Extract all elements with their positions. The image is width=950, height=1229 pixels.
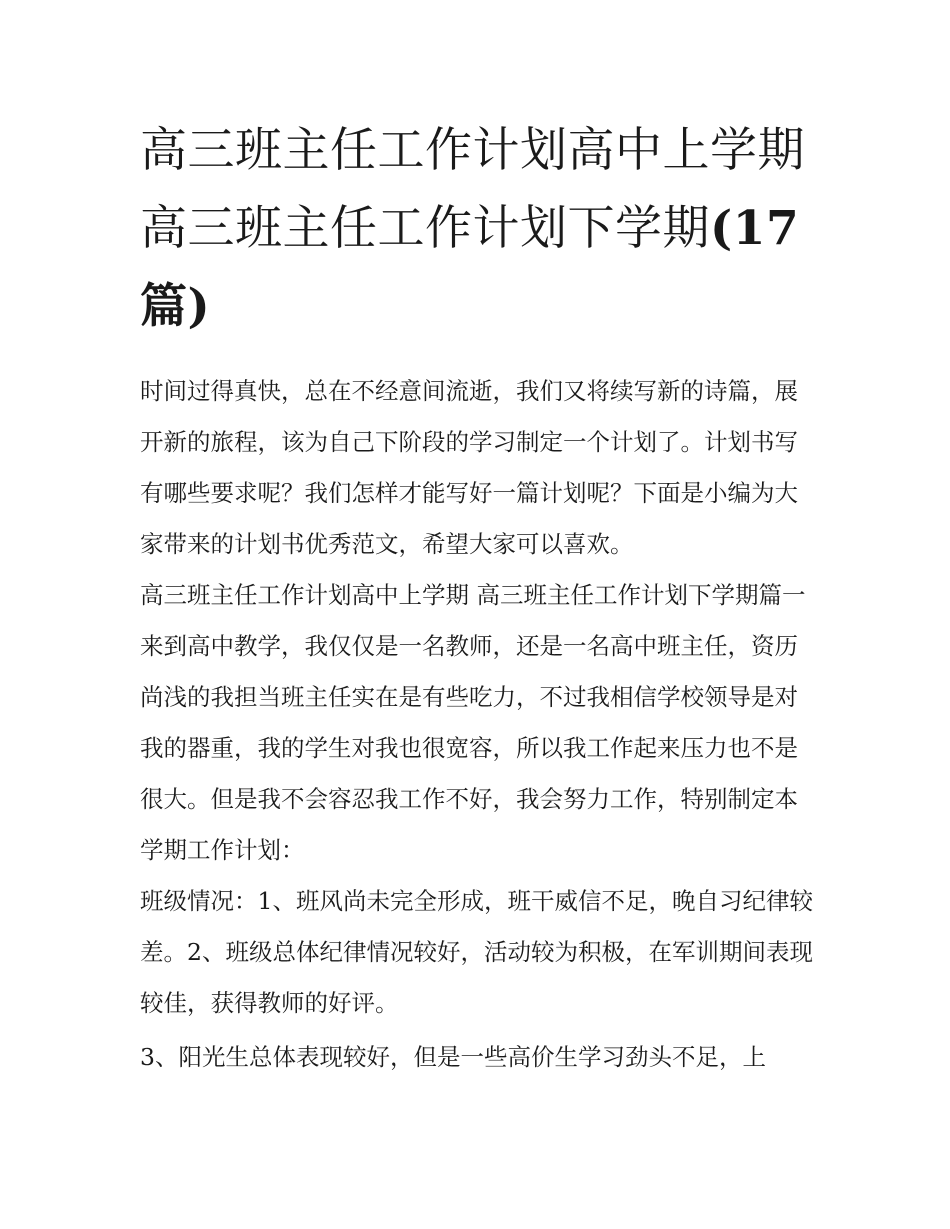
paragraph-class-situation-continued: 3、阳光生总体表现较好，但是一些高价生学习劲头不足，上 xyxy=(140,1043,766,1071)
paragraph-work-intro: 来到高中教学，我仅仅是一名教师，还是一名高中班主任，资历尚浅的我担当班主任实在是有些吃力，不过我相信学校领导是对我的器重，我的学生对我也很宽容，所以我工作起来压力也不是很大。但是我不会容忍我工作不好，我会努力工作，特别制定本学期工作计划： xyxy=(140,632,798,864)
paragraph-class-situation: 班级情况：1、班风尚未完全形成，班干威信不足，晚自习纪律较差。2、班级总体纪律情况较好，活动较为积极，在军训期间表现较佳，获得教师的好评。 xyxy=(140,887,813,1017)
title-count: (17篇) xyxy=(140,201,800,334)
document-page xyxy=(140,112,820,1083)
title-main: 高三班主任工作计划高中上学期 高三班主任工作计划下学期 xyxy=(140,123,805,256)
document-body xyxy=(140,366,820,1083)
document-title xyxy=(140,112,820,346)
paragraph-intro: 时间过得真快，总在不经意间流逝，我们又将续写新的诗篇，展开新的旅程，该为自己下阶段的学习制定一个计划了。计划书写有哪些要求呢？我们怎样才能写好一篇计划呢？下面是小编为大家带来的计划书优秀范文，希望大家可以喜欢。 xyxy=(140,377,798,558)
paragraph-section-heading: 高三班主任工作计划高中上学期 高三班主任工作计划下学期篇一 xyxy=(140,581,806,609)
